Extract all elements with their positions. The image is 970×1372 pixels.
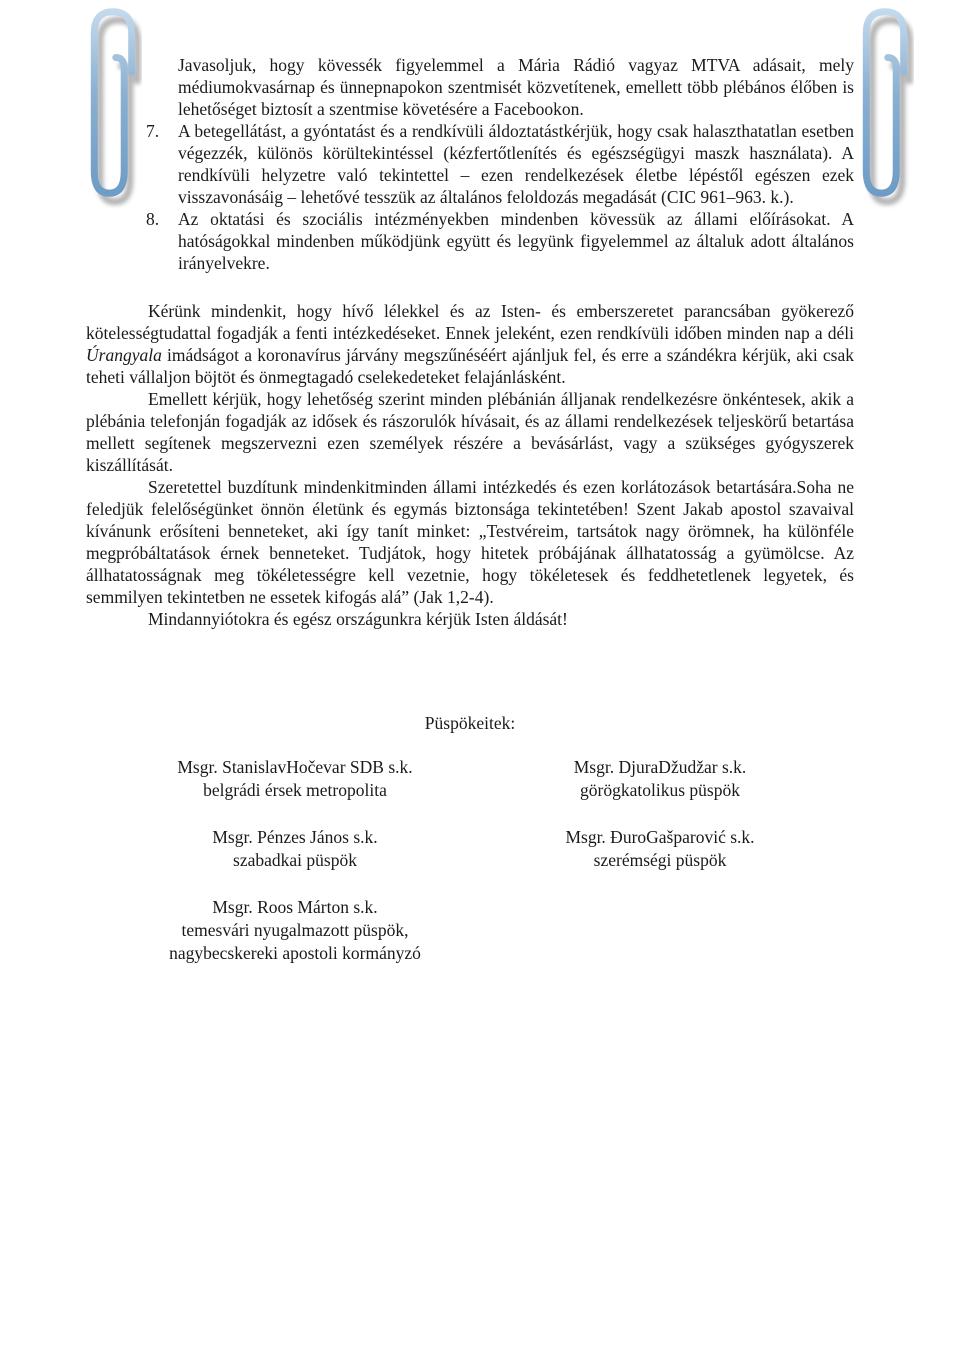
list-item-7 [146, 120, 854, 208]
signature-title: görögkatolikus püspök [580, 780, 740, 800]
paragraph-emellett: Emellett kérjük, hogy lehetőség szerint minden plébánián álljanak rendelkezésre önkéntesek, akik a plébánia telefonján fogadják az idősek és rászorulók hívásait, és az állami rendelkezések teljeskörű betartása mellett segítenek megszervezni ezen személyek részére a bevásárlást, vagy a szükséges gyógyszerek kiszállítását. [86, 389, 854, 475]
signature-gasparovic [504, 826, 816, 872]
signatures-heading: Püspökeitek: [424, 713, 516, 733]
signature-title: temesvári nyugalmazott püspök, [181, 920, 409, 940]
list-item-8 [146, 208, 854, 274]
urangyala-italic-text: Úrangyala [86, 345, 162, 365]
signature-dzudzar [504, 756, 816, 802]
signature-title: belgrádi érsek metropolita [203, 780, 387, 800]
signature-title: szerémségi püspök [593, 850, 727, 870]
paperclip-icon-right [856, 2, 914, 216]
blessing-line: Mindannyiótokra és egész országunkra kérjük Isten áldását! [148, 609, 568, 629]
list-item-8-text: Az oktatási és szociális intézményekben mindenben kövessük az állami előírásokat. A hatóságokkal mindenben működjünk együtt és legyünk figyelemmel az általuk adott általános irányelvekre. [178, 209, 854, 273]
intro-paragraph: Javasoljuk, hogy kövessék figyelemmel a Mária Rádió vagyaz MTVA adásait, mely médiumokvasárnap és ünnepnapokon szentmisét közvetítenek, emellett több plébános élőben is lehetőséget biztosít a szentmise követésére a Facebookon. [178, 55, 854, 119]
list-number-8: 8. [146, 209, 160, 229]
signature-name: Msgr. DjuraDžudžar s.k. [573, 757, 747, 777]
signature-name: Msgr. StanislavHočevar SDB s.k. [177, 757, 413, 777]
paragraph-kerunk-text-after: imádságot a koronavírus járvány megszűnéséért ajánljuk fel, és erre a szándékra kérjük, aki csak teheti vállaljon böjtöt és önmegtagadó cselekedeteket felajánlásként. [86, 345, 854, 387]
signature-title-line2: nagybecskereki apostoli kormányzó [169, 943, 421, 963]
document-body [86, 54, 854, 965]
signature-name: Msgr. ĐuroGašparović s.k. [565, 827, 755, 847]
list-number-7: 7. [146, 121, 160, 141]
signature-title: szabadkai püspök [233, 850, 357, 870]
signature-name: Msgr. Pénzes János s.k. [212, 827, 378, 847]
signature-hocevar [86, 756, 504, 802]
paragraph-kerunk [86, 300, 854, 388]
signature-roos [86, 896, 504, 965]
signature-penzes [86, 826, 504, 872]
signature-name: Msgr. Roos Márton s.k. [212, 897, 378, 917]
list-item-7-text: A betegellátást, a gyóntatást és a rendkívüli áldoztatástkérjük, hogy csak halaszthatatlan esetben végezzék, különös körültekintéssel (kézfertőtlenítés és egészségügyi maszk használata). A rendkívüli helyzetre való tekintettel – ezen rendelkezések életbe lépéstől egészen ezek visszavonásáig – lehetővé tesszük az általános feloldozás megadását (CIC 961–963. k.). [178, 121, 854, 207]
paragraph-kerunk-text-before: Kérünk mindenkit, hogy hívő lélekkel és az Isten- és emberszeretet parancsában gyökerező kötelességtudattal fogadják a fenti intézkedéseket. Ennek jeleként, ezen rendkívüli időben minden nap a déli [86, 301, 854, 343]
paragraph-szeretettel: Szeretettel buzdítunk mindenkitminden állami intézkedés és ezen korlátozások betartására.Soha ne feledjük felelőségünket önnön életünk és egymás biztonsága tekintetében! Szent Jakab apostol szavaival kívánunk erősíteni benneteket, aki így tanít minket: „Testvéreim, tartsátok nagy örömnek, ha különféle megpróbáltatások érnek benneteket. Tudjátok, hogy hitetek próbájának állhatatosság a gyümölcse. Az állhatatosságnak meg tökéletességre kell vezetnie, hogy tökéletesek és feddhetetlenek legyetek, és semmilyen tekintetben ne essetek kifogás alá” (Jak 1,2-4). [86, 477, 854, 607]
signatures-grid [86, 756, 854, 965]
